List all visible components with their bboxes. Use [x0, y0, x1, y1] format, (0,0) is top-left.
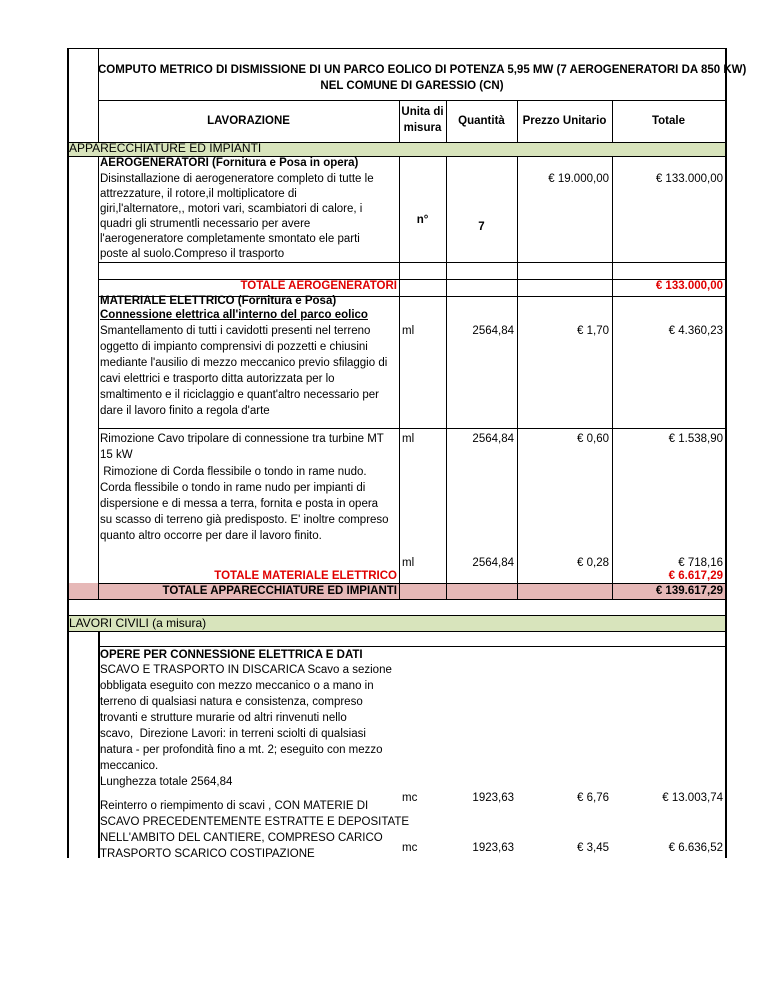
elec-item1-qty: 2564,84: [472, 325, 514, 337]
aero-qty: 7: [478, 221, 485, 233]
elec-heading: MATERIALE ELETTRICO (Fornitura e Posa): [100, 295, 337, 307]
lavori-item1-unit: mc: [402, 792, 418, 804]
elec-item3-total: € 718,16: [678, 557, 723, 569]
elec-item3-price: € 0,28: [577, 557, 609, 569]
aero-price: € 19.000,00: [548, 173, 609, 185]
total-apparecchiature-label: TOTALE APPARECCHIATURE ED IMPIANTI: [162, 585, 397, 597]
header-quantita: Quantità: [458, 115, 505, 127]
elec-item2-total: € 1.538,90: [668, 433, 723, 445]
document-title-line2: NEL COMUNE DI GARESSIO (CN): [320, 80, 504, 92]
elec-item1-price: € 1,70: [577, 325, 609, 337]
elec-item3-unit: ml: [402, 557, 415, 569]
document-title-line1: COMPUTO METRICO DI DISMISSIONE DI UN PARCO EOLICO DI POTENZA 5,95 MW (7 AEROGENERATORI DA 850 KW): [98, 64, 747, 76]
lavori-item2-unit: mc: [402, 842, 418, 854]
elec-item2-price: € 0,60: [577, 433, 609, 445]
subtotal-materiale-elettrico-label: TOTALE MATERIALE ELETTRICO: [214, 570, 397, 582]
lavori-item1-price: € 6,76: [577, 792, 609, 804]
elec-item1-unit: ml: [402, 325, 415, 337]
lavori-item1-total: € 13.003,74: [662, 792, 723, 804]
elec-subheading: Connessione elettrica all'interno del parco eolico: [100, 309, 368, 321]
subtotal-aerogeneratori-value: € 133.000,00: [655, 280, 723, 292]
elec-item2-qty: 2564,84: [472, 433, 514, 445]
total-apparecchiature-value: € 139.617,29: [655, 585, 723, 597]
elec-item1-total: € 4.360,23: [668, 325, 723, 337]
subtotal-aerogeneratori-label: TOTALE AEROGENERATORI: [240, 280, 397, 292]
subtotal-materiale-elettrico-value: € 6.617,29: [668, 570, 723, 582]
section-title-lavori-civili: LAVORI CIVILI (a misura): [69, 616, 207, 630]
lavori-item2-price: € 3,45: [577, 842, 609, 854]
elec-item3-qty: 2564,84: [472, 557, 514, 569]
elec-item2-unit: ml: [402, 433, 415, 445]
opere-heading: OPERE PER CONNESSIONE ELETTRICA E DATI: [100, 649, 363, 661]
header-prezzo: Prezzo Unitario: [522, 115, 607, 127]
aero-unit: n°: [416, 214, 429, 226]
header-unita-1: Unita di: [401, 106, 444, 118]
aero-total: € 133.000,00: [655, 173, 723, 185]
lavori-item2-qty: 1923,63: [472, 842, 514, 854]
section-title-apparecchiature: APPARECCHIATURE ED IMPIANTI: [69, 141, 262, 155]
aero-heading: AEROGENERATORI (Fornitura e Posa in opera): [100, 157, 359, 169]
header-lavorazione: LAVORAZIONE: [207, 115, 290, 127]
lavori-item1-qty: 1923,63: [472, 792, 514, 804]
lavori-item2-total: € 6.636,52: [668, 842, 723, 854]
header-totale: Totale: [651, 115, 685, 127]
header-unita-2: misura: [403, 122, 442, 134]
